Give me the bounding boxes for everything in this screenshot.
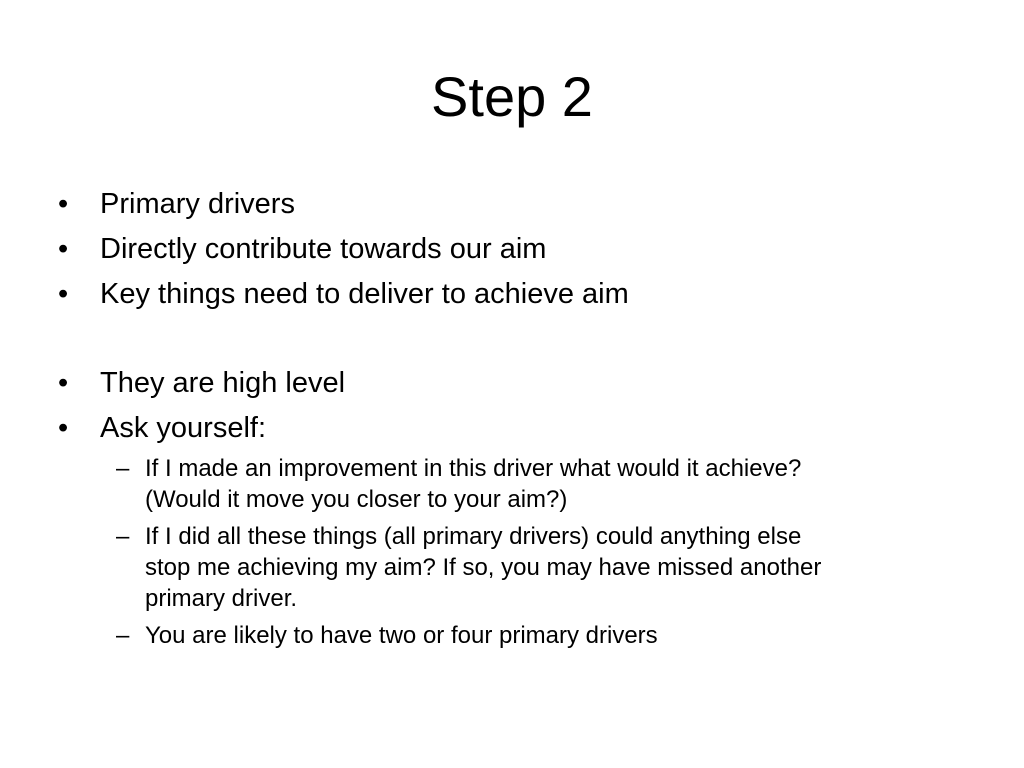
paragraph-spacer (56, 317, 986, 361)
bullet-text: Primary drivers (100, 188, 295, 220)
sub-bullet-line: (Would it move you closer to your aim?) (145, 486, 568, 513)
dash-icon: – (116, 523, 130, 550)
sub-bullet-item (56, 620, 986, 651)
bullet-text: Directly contribute towards our aim (100, 233, 547, 265)
dash-icon: – (116, 622, 130, 649)
bullet-item (56, 227, 986, 272)
sub-bullet-line: stop me achieving my aim? If so, you may have missed another (145, 554, 822, 581)
sub-bullet-item (56, 521, 986, 614)
bullet-text: They are high level (100, 367, 346, 399)
sub-bullet-list (56, 453, 986, 651)
sub-bullet-line: You are likely to have two or four primary drivers (145, 622, 658, 649)
sub-bullet-item (56, 453, 986, 515)
bullet-icon: • (58, 412, 69, 444)
slide-title: Step 2 (431, 65, 593, 128)
bullet-icon: • (58, 188, 69, 220)
sub-bullet-line: primary driver. (145, 585, 298, 612)
bullet-icon: • (58, 278, 69, 310)
bullet-text: Key things need to deliver to achieve aim (100, 278, 629, 310)
bullet-text: Ask yourself: (100, 412, 266, 444)
bullet-item (56, 182, 986, 227)
slide-body (56, 182, 986, 657)
dash-icon: – (116, 455, 130, 482)
bullet-item (56, 406, 986, 451)
bullet-item (56, 272, 986, 317)
sub-bullet-line: If I made an improvement in this driver what would it achieve? (145, 455, 802, 482)
sub-bullet-line: If I did all these things (all primary drivers) could anything else (145, 523, 802, 550)
bullet-icon: • (58, 233, 69, 265)
bullet-item (56, 361, 986, 406)
bullet-icon: • (58, 367, 69, 399)
